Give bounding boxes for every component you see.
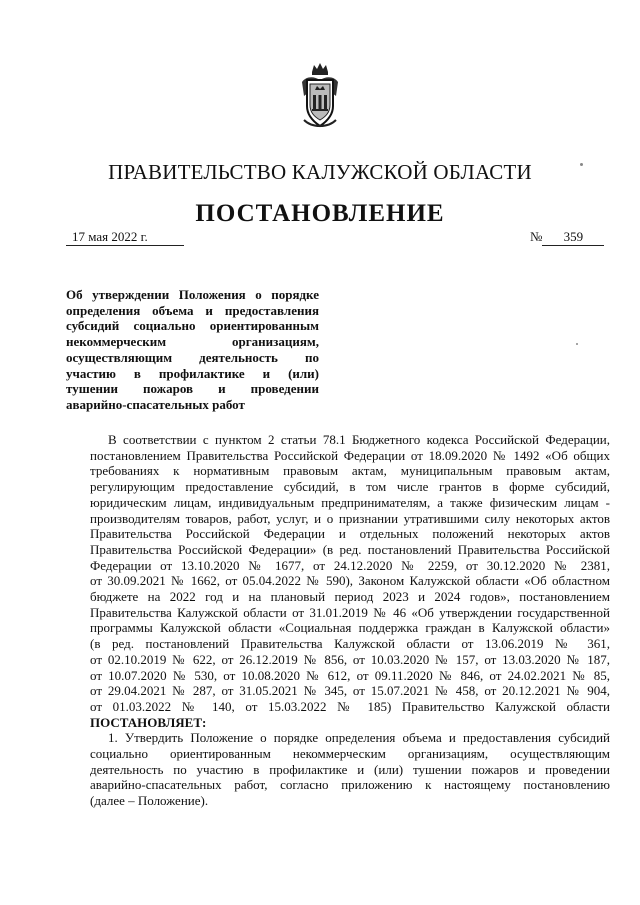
body-line: требованиях к нормативным правовым актам, муниципальным правовым актам, bbox=[90, 463, 610, 479]
body-line: от 30.09.2021 № 1662, от 05.04.2022 № 590), Законом Калужской области «Об областном bbox=[90, 573, 610, 589]
resolves-heading: ПОСТАНОВЛЯЕТ: bbox=[90, 714, 207, 730]
clause-1-line: деятельность по участию в профилактике и (или) тушении пожаров и проведении bbox=[90, 761, 610, 777]
document-date: 17 мая 2022 г. bbox=[66, 229, 184, 246]
body-line: от 29.04.2021 № 287, от 31.05.2021 № 345, от 15.07.2021 № 458, от 20.12.2021 № 904, bbox=[90, 683, 610, 699]
document-number: 359 bbox=[542, 228, 604, 246]
clause-1-line: аварийно-спасательных работ, согласно приложению к настоящему постановлению bbox=[90, 777, 610, 793]
title-line: некоммерческим организациям, bbox=[66, 334, 319, 350]
body-line: Правительства Российской Федерации» (в ред. постановлений Правительства Российской bbox=[90, 541, 610, 557]
body-line: бюджете на 2022 год и на плановый период 2023 и 2024 годов», постановлением bbox=[90, 589, 610, 605]
title-line: участию в профилактике и (или) bbox=[66, 365, 319, 381]
body-line: программы Калужской области «Социальная поддержка граждан в Калужской области» bbox=[90, 620, 610, 636]
scan-speck bbox=[580, 163, 583, 166]
document-number-field bbox=[530, 228, 604, 246]
document-body bbox=[90, 432, 610, 809]
title-line: осуществляющим деятельность по bbox=[66, 349, 319, 365]
scan-speck bbox=[576, 343, 578, 345]
clause-1-line: (далее – Положение). bbox=[90, 793, 209, 809]
document-type: ПОСТАНОВЛЕНИЕ bbox=[195, 200, 445, 227]
title-line: субсидий социально ориентированным bbox=[66, 318, 319, 334]
body-line: В соответствии с пунктом 2 статьи 78.1 Бюджетного кодекса Российской Федерации, bbox=[108, 432, 610, 447]
body-line: производителям товаров, работ, услуг, и о признании утратившими силу некоторых актов bbox=[90, 510, 610, 526]
body-line: от 02.10.2019 № 622, от 26.12.2019 № 856, от 10.03.2020 № 157, от 13.03.2020 № 187, bbox=[90, 651, 610, 667]
body-line: Правительства Калужской области от 31.01.2019 № 46 «Об утверждении государственной bbox=[90, 604, 610, 620]
title-line: тушении пожаров и проведении bbox=[66, 381, 319, 397]
body-line: Федерации от 13.10.2020 № 1677, от 24.12.2020 № 2259, от 30.12.2020 № 2381, bbox=[90, 557, 610, 573]
title-line: аварийно-спасательных работ bbox=[66, 396, 245, 412]
title-line: Об утверждении Положения о порядке bbox=[66, 287, 319, 302]
government-name: ПРАВИТЕЛЬСТВО КАЛУЖСКОЙ ОБЛАСТИ bbox=[108, 160, 532, 184]
coat-of-arms-emblem bbox=[298, 62, 342, 130]
body-line: регулирующим предоставление субсидий, в том числе грантов в форме субсидий, bbox=[90, 479, 610, 495]
number-label: № bbox=[530, 229, 543, 244]
body-line: юридическим лицам, индивидуальным предпринимателям, а также физическим лицам - bbox=[90, 494, 610, 510]
body-line: от 01.03.2022 № 140, от 15.03.2022 № 185) Правительство Калужской области bbox=[90, 698, 610, 714]
body-line: постановлением Правительства Российской Федерации от 18.09.2020 № 1492 «Об общих bbox=[90, 447, 610, 463]
clause-1-line: социально ориентированным некоммерческим организациям, осуществляющим bbox=[90, 746, 610, 762]
body-line: от 10.07.2020 № 530, от 10.08.2020 № 612, от 09.11.2020 № 846, от 24.02.2021 № 85, bbox=[90, 667, 610, 683]
title-line: определения объема и предоставления bbox=[66, 302, 319, 318]
clause-1-line: 1. Утвердить Положение о порядке определения объема и предоставления субсидий bbox=[108, 730, 610, 746]
body-line: Правительства Российской Федерации и отдельных положений некоторых актов bbox=[90, 526, 610, 542]
body-line: (в ред. постановлений Правительства Калужской области от 13.06.2019 № 361, bbox=[90, 636, 610, 652]
document-title bbox=[66, 287, 319, 413]
